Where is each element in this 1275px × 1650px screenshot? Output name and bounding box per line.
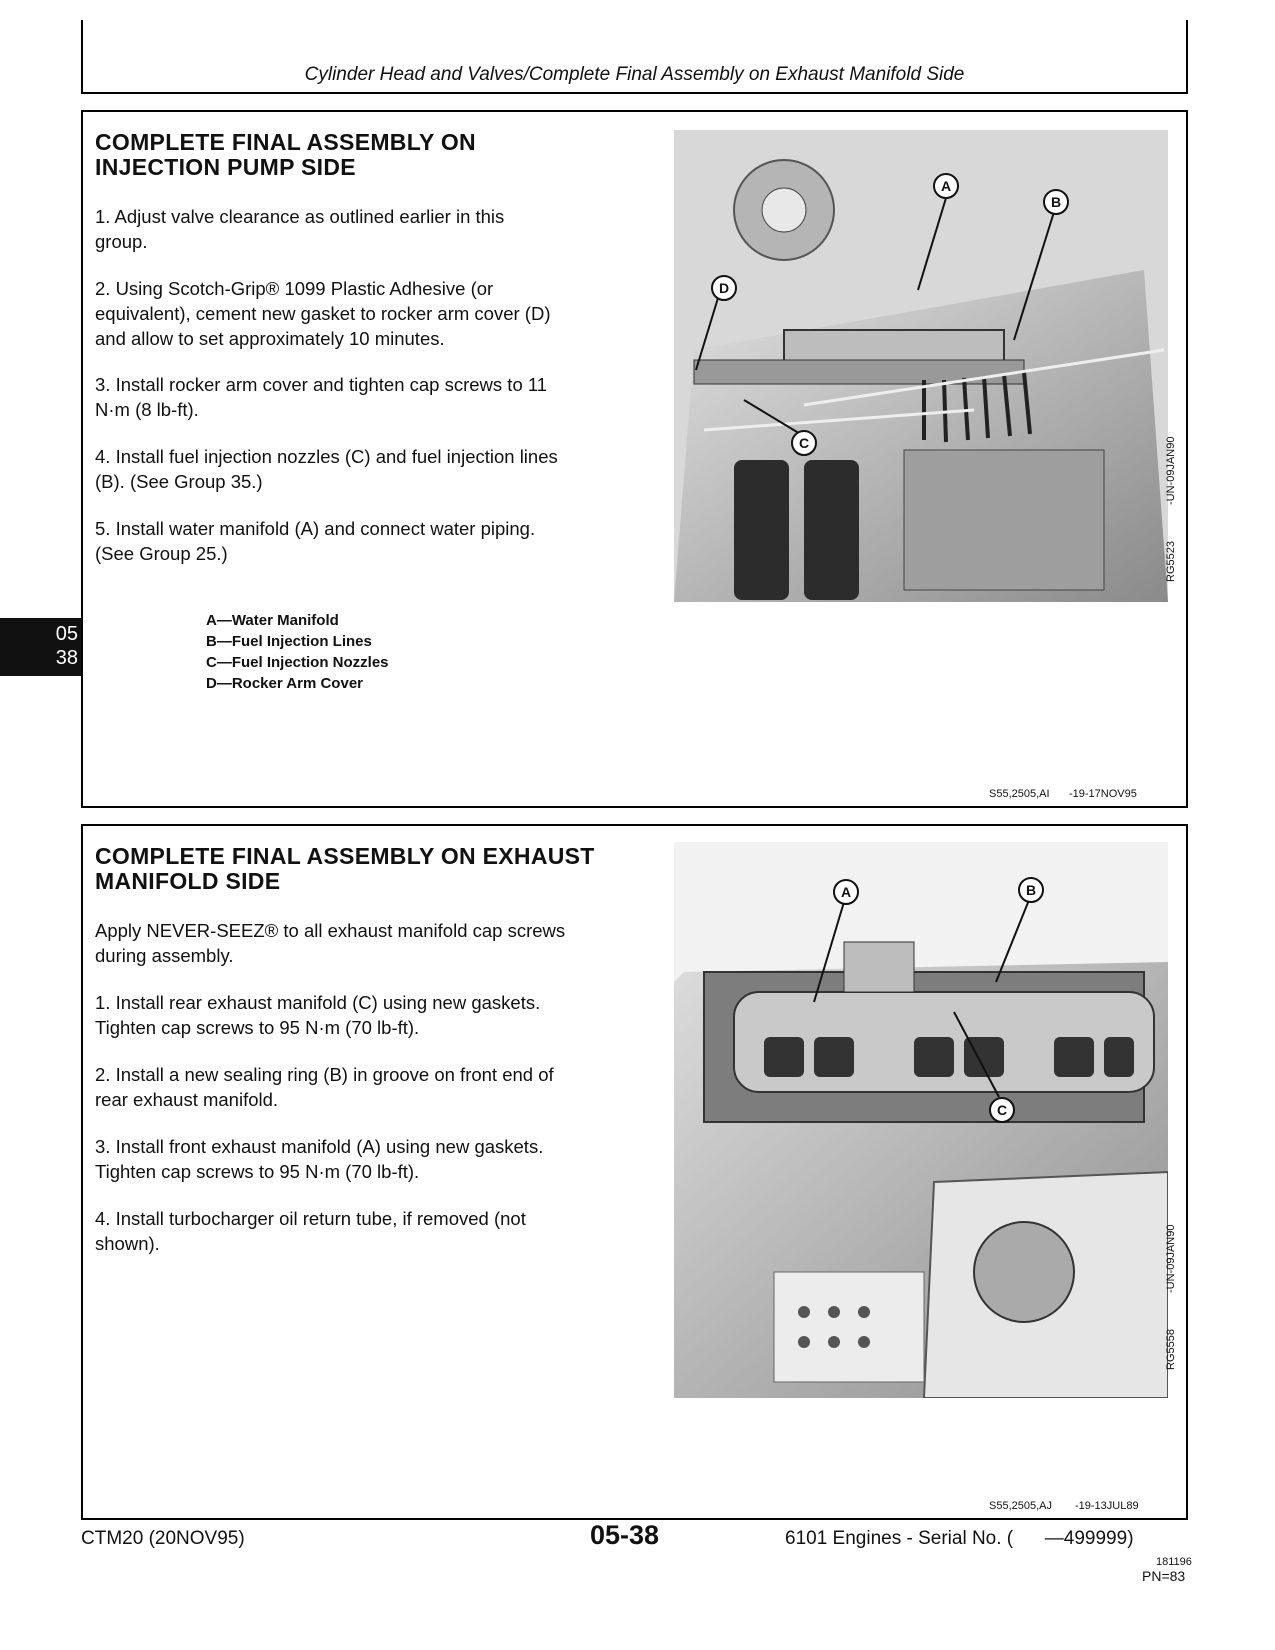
legend-item-d: D—Rocker Arm Cover bbox=[206, 675, 363, 692]
section-tab bbox=[0, 618, 81, 676]
footer-engine-serial: 6101 Engines - Serial No. ( —499999) bbox=[785, 1528, 1134, 1549]
step1-line2: group. bbox=[95, 231, 148, 252]
s2-step3-line2: Tighten cap screws to 95 N·m (70 lb-ft). bbox=[95, 1161, 420, 1182]
step2-line3: and allow to set approximately 10 minutes. bbox=[95, 328, 445, 349]
section2-heading-line1: COMPLETE FINAL ASSEMBLY ON EXHAUST bbox=[95, 843, 595, 869]
section-tab-page: 38 bbox=[55, 647, 78, 669]
step5-line1: 5. Install water manifold (A) and connect water piping. bbox=[95, 518, 536, 539]
photo2-date: -UN-09JAN90 bbox=[1165, 1224, 1177, 1293]
s2-step3-line1: 3. Install front exhaust manifold (A) using new gaskets. bbox=[95, 1136, 544, 1157]
callout-legend bbox=[206, 610, 389, 694]
s2-step4-line2: shown). bbox=[95, 1233, 160, 1254]
s2-step2-line1: 2. Install a new sealing ring (B) in groove on front end of bbox=[95, 1064, 554, 1085]
engine-photo-exhaust-side-illustration bbox=[674, 842, 1168, 1398]
photo1-code: RG5523 bbox=[1165, 541, 1177, 582]
section2-ref-code: S55,2505,AJ bbox=[989, 1500, 1052, 1512]
step4-line1: 4. Install fuel injection nozzles (C) and fuel injection lines bbox=[95, 446, 558, 467]
s2-callout-c: C bbox=[996, 1102, 1008, 1118]
s2-step1-line1: 1. Install rear exhaust manifold (C) using new gaskets. bbox=[95, 992, 541, 1013]
callout-b: B bbox=[1050, 194, 1062, 210]
step5-line2: (See Group 25.) bbox=[95, 543, 228, 564]
footer-pn: PN=83 bbox=[1142, 1568, 1186, 1584]
s2-step2-line2: rear exhaust manifold. bbox=[95, 1089, 279, 1110]
section2-ref-date: -19-13JUL89 bbox=[1075, 1500, 1139, 1512]
footer-code: 181196 bbox=[1156, 1556, 1192, 1568]
callout-a: A bbox=[940, 178, 952, 194]
section-exhaust-manifold-side bbox=[81, 824, 1188, 1520]
callout-c: C bbox=[798, 435, 810, 451]
intro-line2: during assembly. bbox=[95, 945, 234, 966]
section2-heading-line2: MANIFOLD SIDE bbox=[95, 868, 281, 894]
intro-line1: Apply NEVER-SEEZ® to all exhaust manifold cap screws bbox=[95, 920, 566, 941]
page-header-title: Cylinder Head and Valves/Complete Final Assembly on Exhaust Manifold Side bbox=[304, 64, 965, 85]
engine-photo-injection-side-illustration bbox=[674, 130, 1168, 602]
s2-step1-line2: Tighten cap screws to 95 N·m (70 lb-ft). bbox=[95, 1017, 420, 1038]
photo1-date: -UN-09JAN90 bbox=[1165, 436, 1177, 505]
section2-steps bbox=[95, 918, 655, 1256]
section1-heading-line2: INJECTION PUMP SIDE bbox=[95, 154, 356, 180]
step3-line1: 3. Install rocker arm cover and tighten cap screws to 11 bbox=[95, 374, 548, 395]
step4-line2: (B). (See Group 35.) bbox=[95, 471, 263, 492]
legend-item-b: B—Fuel Injection Lines bbox=[206, 633, 372, 650]
engine-photo-injection-side bbox=[674, 130, 1168, 602]
section-tab-group: 05 bbox=[55, 623, 78, 645]
s2-step4-line1: 4. Install turbocharger oil return tube, if removed (not bbox=[95, 1208, 526, 1229]
section1-ref-code: S55,2505,AI bbox=[989, 788, 1050, 800]
s2-callout-a: A bbox=[840, 884, 852, 900]
step1-line1: 1. Adjust valve clearance as outlined earlier in this bbox=[95, 206, 505, 227]
footer-page-number: 05-38 bbox=[590, 1520, 660, 1550]
photo2-code: RG5558 bbox=[1165, 1329, 1177, 1370]
legend-item-c: C—Fuel Injection Nozzles bbox=[206, 654, 389, 671]
section1-ref-date: -19-17NOV95 bbox=[1069, 788, 1137, 800]
s2-callout-b: B bbox=[1025, 882, 1037, 898]
step2-line1: 2. Using Scotch-Grip® 1099 Plastic Adhesive (or bbox=[95, 278, 494, 299]
footer-manual-id: CTM20 (20NOV95) bbox=[81, 1528, 245, 1549]
legend-item-a: A—Water Manifold bbox=[206, 612, 339, 629]
engine-photo-exhaust-side bbox=[674, 842, 1168, 1398]
step3-line2: N·m (8 lb-ft). bbox=[95, 399, 199, 420]
section1-steps bbox=[95, 204, 635, 566]
callout-d: D bbox=[718, 280, 730, 296]
section-injection-pump-side bbox=[81, 110, 1188, 808]
step2-line2: equivalent), cement new gasket to rocker arm cover (D) bbox=[95, 303, 551, 324]
section1-heading-line1: COMPLETE FINAL ASSEMBLY ON bbox=[95, 129, 476, 155]
